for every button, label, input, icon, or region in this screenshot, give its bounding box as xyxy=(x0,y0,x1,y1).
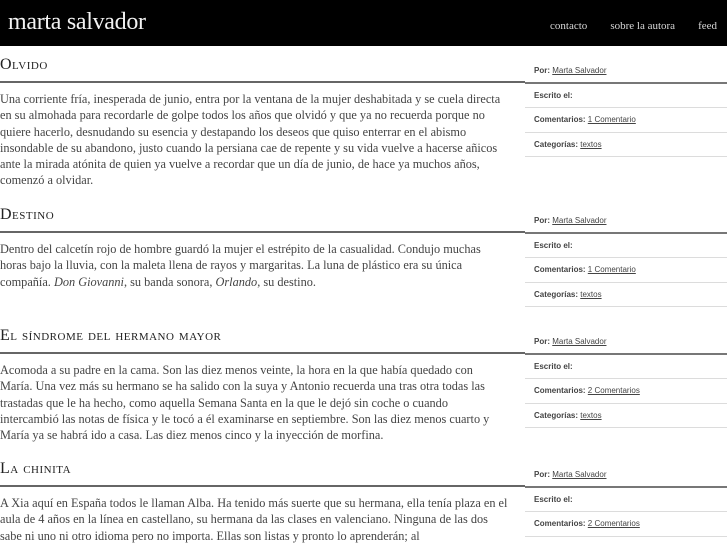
meta-comments: Comentarios: 2 Comentarios xyxy=(525,379,727,403)
post-body: Acomoda a su padre en la cama. Son las diez menos veinte, la hora en la que había quedado con María. Una vez más su hermano se ha salido con la suya y Antonio recuerda una tras otra todas las trastadas que le ha hecho, como aquella Semana Santa en la que le dejó sin coche o cuando intercambió las notas de física y le tocó a él examinarse en septiembre. Son las diez menos cuarto y María ya se habrá ido a casa. Las diez menos cinco y la inyección de morfina. xyxy=(0,363,490,443)
nav-feed[interactable]: feed xyxy=(698,20,717,32)
category-link[interactable]: textos xyxy=(580,139,602,149)
category-link[interactable]: textos xyxy=(580,289,602,299)
meta-categories: Categorías: textos xyxy=(525,283,727,307)
author-link[interactable]: Marta Salvador xyxy=(552,66,607,75)
post-body: Una corriente fría, inesperada de junio, entra por la ventana de la mujer deshabitada y se cuela directa en su almohada para recordarle de golpe todos los años que olvidó y que ya no recuerda porque no quiere hacerlo, desnudando su esencia y destapando los deseos que quiso enterrar en el abismo insondable de su abandono, justo cuando la persiana cae de repente y su vida vuelve a hacerse añicos ante la mirada atónita de quien ya vuelve a recordar que un día de junio, de hace ya muchos años, comenzó a olvidar. xyxy=(0,92,501,188)
title-divider xyxy=(0,485,525,487)
post-meta xyxy=(525,209,727,307)
meta-date: Escrito el: xyxy=(525,234,727,258)
author-link[interactable]: Marta Salvador xyxy=(552,337,607,346)
comments-link[interactable]: 2 Comentarios xyxy=(587,386,640,396)
category-link[interactable]: textos xyxy=(580,410,602,420)
meta-comments: Comentarios: 2 Comentarios xyxy=(525,512,727,536)
meta-date: Escrito el: xyxy=(525,488,727,512)
post-meta xyxy=(525,59,727,157)
comments-link[interactable]: 1 Comentario xyxy=(587,115,636,125)
meta-categories: Categorías: textos xyxy=(525,404,727,428)
meta-comments: Comentarios: 1 Comentario xyxy=(525,258,727,282)
meta-date: Escrito el: xyxy=(525,84,727,108)
post-title[interactable]: Olvido xyxy=(0,56,48,73)
site-header xyxy=(0,0,727,46)
author-link[interactable]: Marta Salvador xyxy=(552,470,607,479)
author-link[interactable]: Marta Salvador xyxy=(552,216,607,225)
nav-sobre-la-autora[interactable]: sobre la autora xyxy=(610,20,676,32)
post-title[interactable]: El síndrome del hermano mayor xyxy=(0,327,222,344)
meta-date: Escrito el: xyxy=(525,355,727,379)
meta-comments: Comentarios: 1 Comentario xyxy=(525,108,727,132)
site-title[interactable]: marta salvador xyxy=(8,9,146,35)
comments-link[interactable]: 1 Comentario xyxy=(587,265,636,275)
post-body: Dentro del calcetín rojo de hombre guardó la mujer el estrépito de la casualidad. Condujo muchas horas bajo la lluvia, con la maleta llena de rayos y margaritas. La luna de plástico era su única compañía. Don Giovanni, su banda sonora, Orlando, su destino. xyxy=(0,242,481,289)
meta-author: Por: Marta Salvador xyxy=(525,59,727,84)
meta-author: Por: Marta Salvador xyxy=(525,209,727,234)
nav-contacto[interactable]: contacto xyxy=(550,20,588,32)
post-title[interactable]: La chinita xyxy=(0,460,72,477)
meta-categories: Categorías: textos xyxy=(525,133,727,157)
post-meta xyxy=(525,463,727,537)
post-body: A Xia aquí en España todos le llaman Alba. Ha tenido más suerte que su hermana, ella tenía plaza en el aula de 4 años en la línea en castellano, su hermana da las clases en valenciano. Ninguna de las dos sabe ni uno ni otro idioma pero no importa. Ellas son listas y pronto lo aprenderán; al xyxy=(0,496,508,543)
title-divider xyxy=(0,81,525,83)
comments-link[interactable]: 2 Comentarios xyxy=(587,519,640,529)
title-divider xyxy=(0,231,525,233)
title-divider xyxy=(0,352,525,354)
post-title[interactable]: Destino xyxy=(0,206,55,223)
main-nav xyxy=(527,20,717,32)
post-meta xyxy=(525,330,727,428)
meta-author: Por: Marta Salvador xyxy=(525,463,727,488)
meta-author: Por: Marta Salvador xyxy=(525,330,727,355)
